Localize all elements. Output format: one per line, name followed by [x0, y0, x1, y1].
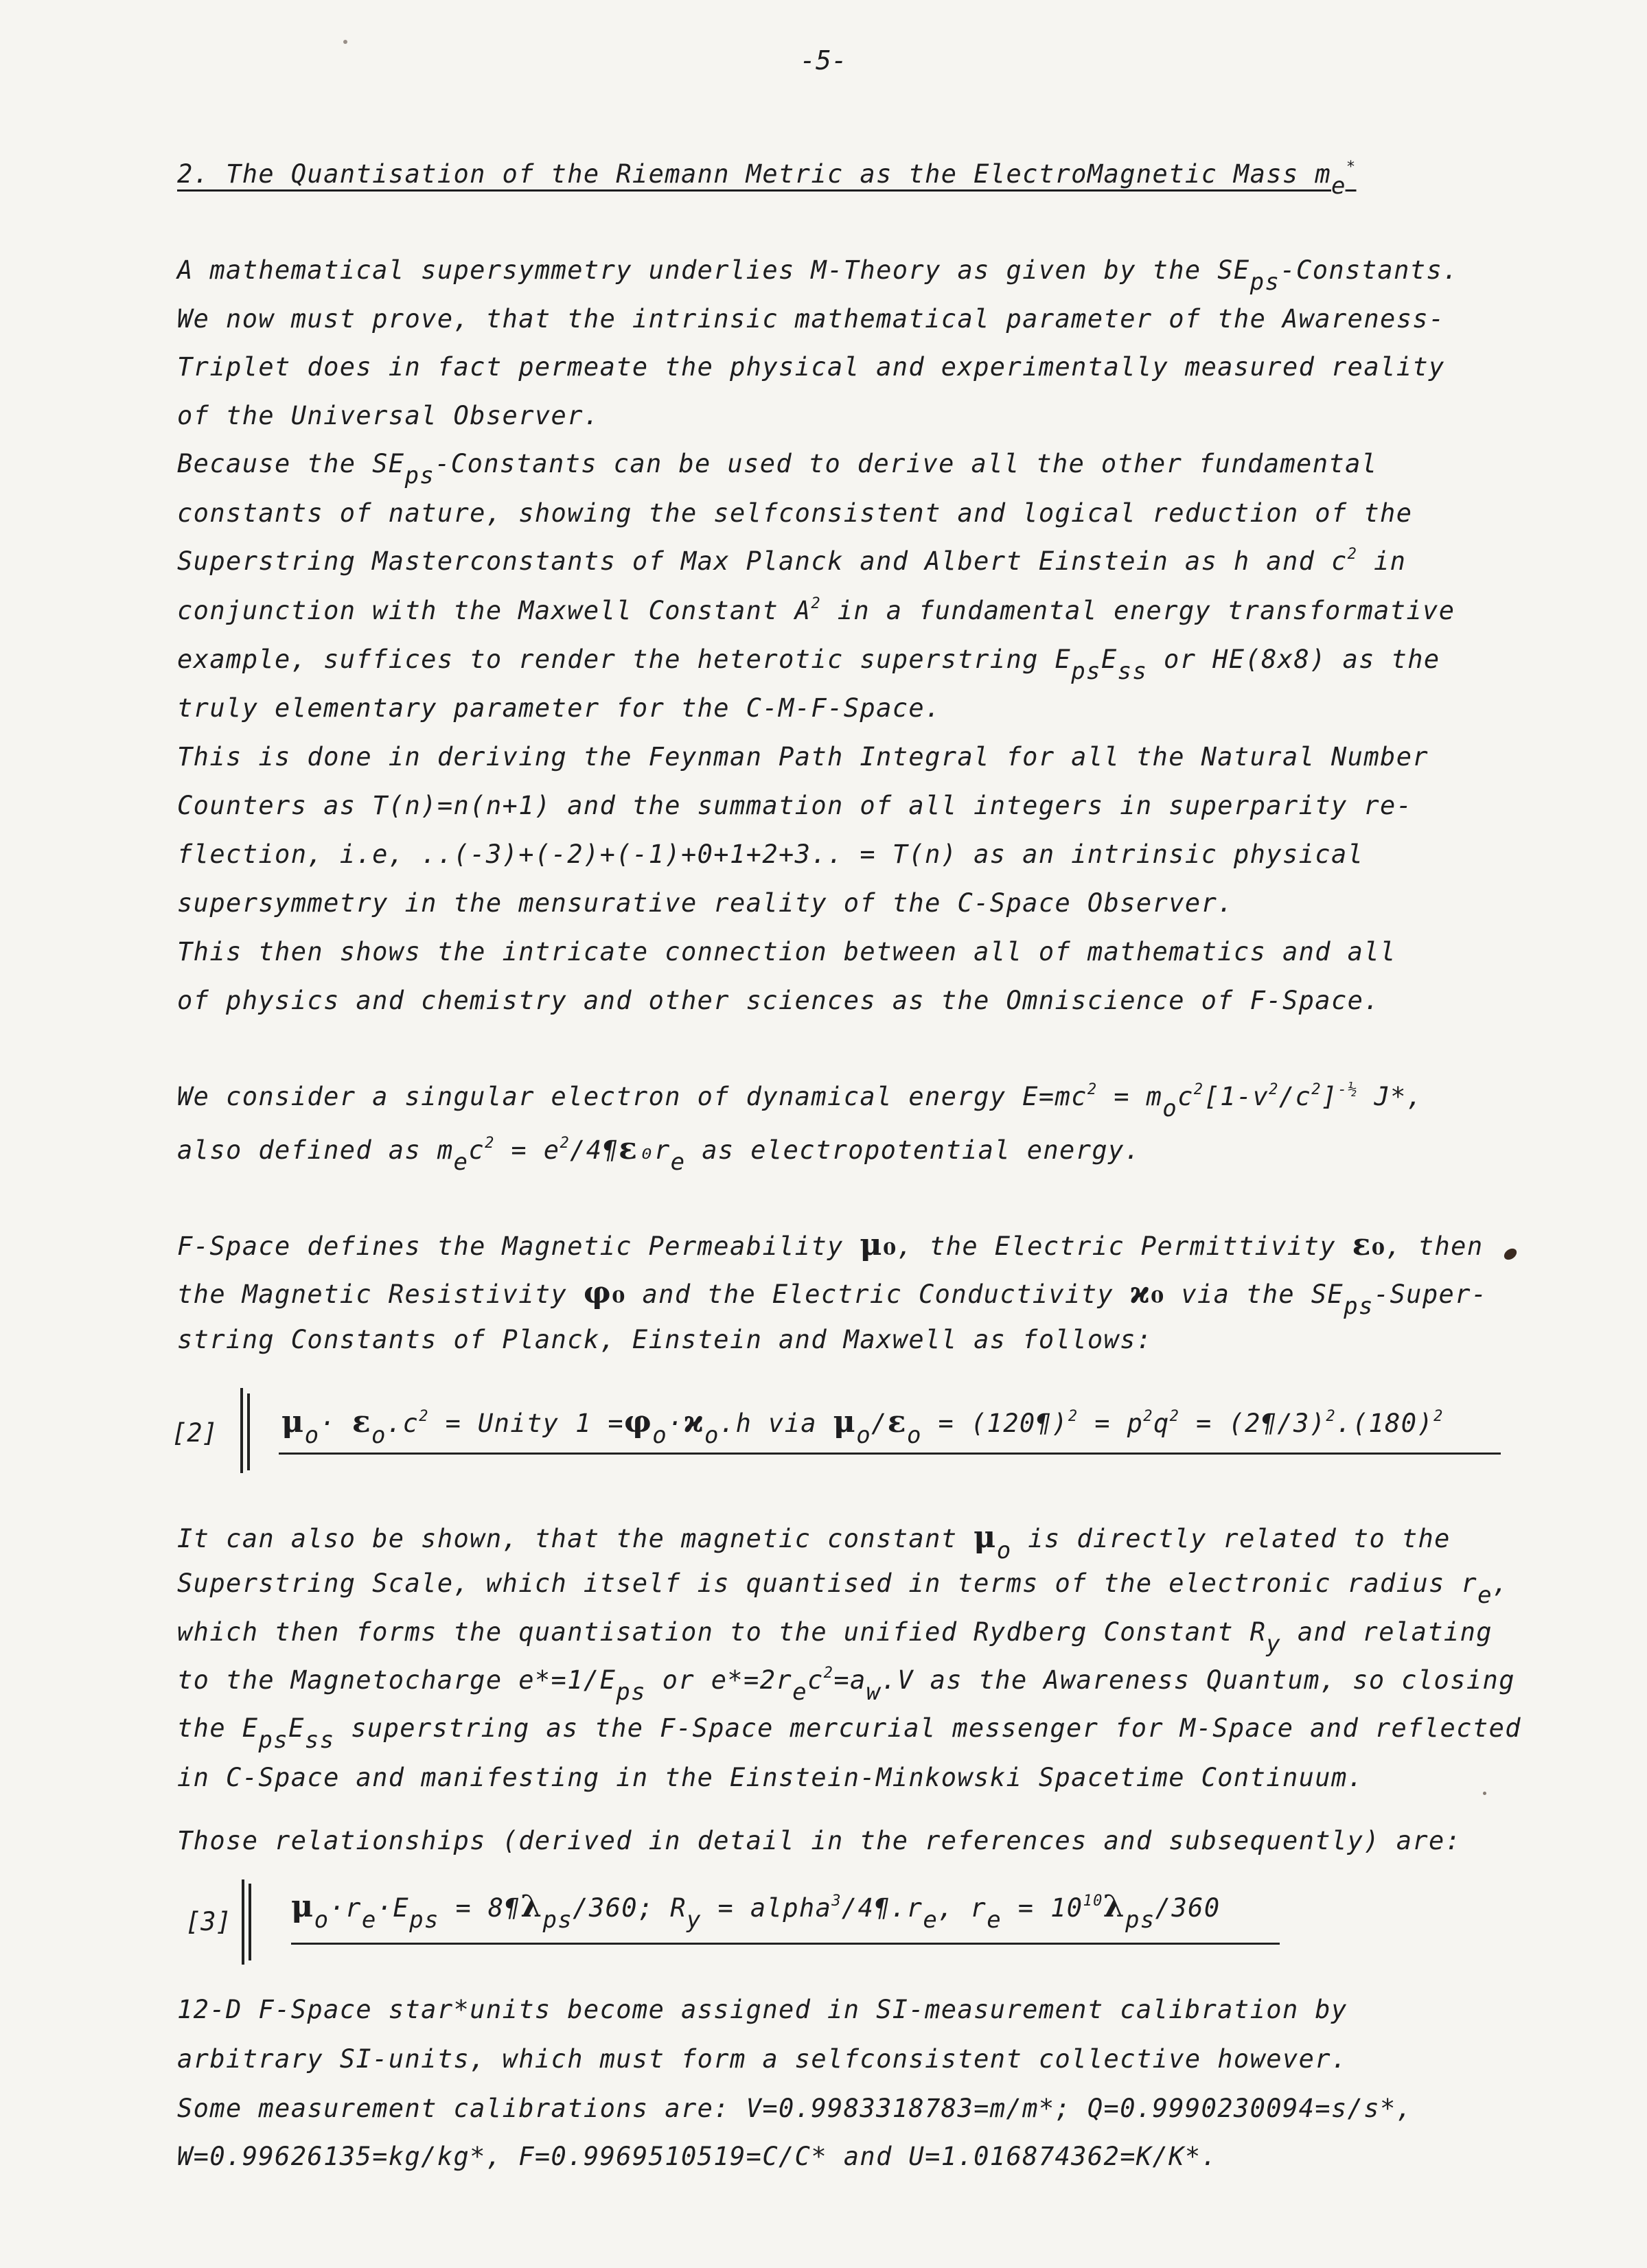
equation-3: μo·re·Eps = 8¶λps/360; Ry = alpha$^3$/4¶.re, re = $10^{10}\lambda ps/360$ — [291, 1889, 1221, 1934]
ink-speck — [1483, 1792, 1486, 1795]
p5-line-1: We consider a singular electron of dynamical energy $E=mc^2 = moc^2[1-v^2/c^2]^{-\frac{1}{2}}$ J*, — [177, 1081, 1423, 1122]
p2-line-4: conjunction with the Maxwell Constant $A^2$ in a fundamental energy transformative — [177, 595, 1455, 625]
p6-line-2: the Magnetic Resistivity φ₀ and the Electric Conductivity ϰ₀ via the SEps-Super- — [177, 1275, 1488, 1320]
p3-line-3: flection, i.e, ..(-3)+(-2)+(-1)+0+1+2+3.. = T(n) as an intrinsic physical — [177, 840, 1364, 869]
p2-line-1: Because the SEps-Constants can be used to derive all the other fundamental — [177, 449, 1378, 489]
p4-line-2: of physics and chemistry and other sciences as the Omniscience of F-Space. — [177, 986, 1381, 1015]
ink-speck — [343, 40, 347, 44]
p2-line-5: example, suffices to render the heterotic superstring EpsEss or HE(8x8) as the — [177, 645, 1440, 685]
equation-3-bar — [242, 1879, 244, 1965]
p3-line-2: Counters as T(n)=n(n+1) and the summation of all integers in superparity re- — [177, 791, 1413, 820]
equation-2-underline — [279, 1453, 1501, 1455]
p7-line-2: Superstring Scale, which itself is quantised in terms of the electronic radius re, — [177, 1569, 1509, 1609]
equation-3-bar-inner — [249, 1884, 251, 1960]
p7-line-3: which then forms the quantisation to the unified Rydberg Constant Ry and relating — [177, 1617, 1493, 1658]
p1-line-4: of the Universal Observer. — [177, 401, 600, 430]
equation-2-bar — [240, 1388, 243, 1473]
p9-line-2: arbitrary SI-units, which must form a selfconsistent collective however. — [177, 2044, 1348, 2074]
p7-line-6: in C-Space and manifesting in the Einstein-Minkowski Spacetime Continuum. — [177, 1763, 1364, 1792]
ink-speck — [1502, 1247, 1519, 1262]
p6-line-1: F-Space defines the Magnetic Permeability μ₀, the Electric Permittivity ε₀, then — [177, 1227, 1484, 1262]
p2-line-2: constants of nature, showing the selfconsistent and logical reduction of the — [177, 498, 1413, 528]
equation-3-underline — [291, 1943, 1280, 1945]
p1-line-3: Triplet does in fact permeate the physical and experimentally measured reality — [177, 352, 1445, 382]
p7-line-1: It can also be shown, that the magnetic constant μo is directly related to the — [177, 1520, 1451, 1564]
equation-2-bar-inner — [247, 1393, 250, 1470]
equation-3-label: [3] — [185, 1907, 231, 1936]
p6-line-3: string Constants of Planck, Einstein and Maxwell as follows: — [177, 1325, 1153, 1354]
p3-line-4: supersymmetry in the mensurative reality of the C-Space Observer. — [177, 888, 1234, 918]
page-number: -5- — [800, 45, 847, 76]
p5-line-2: also defined as $mec^2 = e^2/4\P\varepsilon_0re$ as electropotential energy. — [177, 1131, 1141, 1176]
p9-line-4: W=0.99626135=kg/kg*, F=0.9969510519=C/C* and U=1.016874362=K/K*. — [177, 2142, 1218, 2171]
p9-line-3: Some measurement calibrations are: V=0.9983318783=m/m*; Q=0.9990230094=s/s*, — [177, 2094, 1413, 2123]
p1-line-1: A mathematical supersymmetry underlies M-Theory as given by the SEps-Constants. — [177, 255, 1459, 296]
section-heading: 2. The Quantisation of the Riemann Metric as the ElectroMagnetic Mass me* — [177, 159, 1357, 200]
p7-line-4: to the Magnetocharge e*=1/Eps or e*=2rec$^2$=aw.V as the Awareness Quantum, so closing — [177, 1665, 1515, 1706]
p7-line-5: the EpsEss superstring as the F-Space mercurial messenger for M-Space and reflected — [177, 1713, 1521, 1754]
p2-line-3: Superstring Masterconstants of Max Planck and Albert Einstein as h and $c^2$ in — [177, 546, 1407, 576]
p1-line-2: We now must prove, that the intrinsic mathematical parameter of the Awareness- — [177, 304, 1445, 334]
equation-2: $\mu o\cdot \varepsilon o.c^2$ = Unity 1 =φo·ϰo.h via μo/εo = (120¶)$^2$ = $p^2q^2$ = $(2\P/3)^2.(180)^2$ — [281, 1404, 1444, 1449]
equation-2-label: [2] — [172, 1418, 218, 1448]
p2-line-6: truly elementary parameter for the C-M-F-Space. — [177, 693, 941, 723]
p4-line-1: This then shows the intricate connection between all of mathematics and all — [177, 937, 1396, 967]
p8-line-1: Those relationships (derived in detail in the references and subsequently) are: — [177, 1826, 1462, 1855]
p3-line-1: This is done in deriving the Feynman Path Integral for all the Natural Number — [177, 742, 1429, 772]
p9-line-1: 12-D F-Space star*units become assigned in SI-measurement calibration by — [177, 1995, 1348, 2024]
